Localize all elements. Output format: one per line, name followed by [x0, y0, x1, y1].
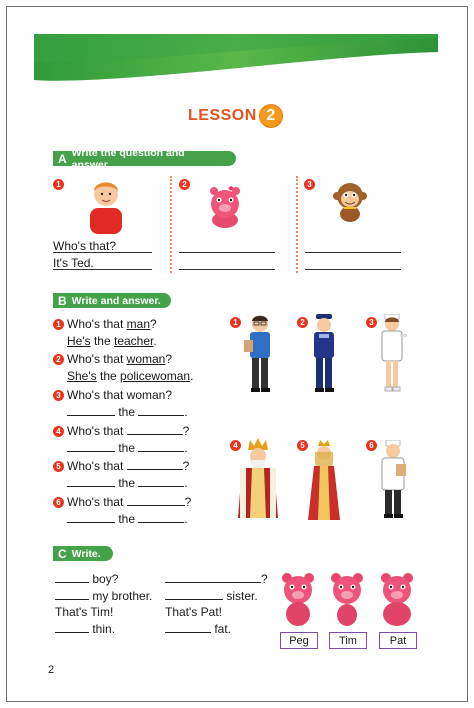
section-c-header [53, 546, 113, 561]
pig-peg-picture [206, 184, 244, 228]
b-item-2-a-suffix: . [190, 369, 194, 383]
c-right-blank-1[interactable] [165, 572, 261, 583]
c-right-row-4[interactable] [165, 622, 231, 636]
b-item-5-blank-q[interactable] [127, 459, 183, 470]
b-item-1-a-suffix: . [153, 334, 157, 348]
pig-pat-small-picture [377, 570, 417, 628]
name-box-pat: Pat [379, 632, 417, 649]
c-left-row-2[interactable] [55, 589, 152, 603]
b-item-1-q-prefix: Who's that [67, 317, 127, 331]
pig-tim-small-picture [327, 570, 367, 628]
c-left-text-2: my brother. [92, 589, 153, 603]
b-item-1-a-subject: He's [67, 334, 91, 348]
b-item-2-a-word: policewoman [120, 369, 191, 383]
section-b-header [53, 293, 171, 308]
b-item-4-question[interactable] [67, 424, 189, 438]
b-item-4-blank-1[interactable] [67, 441, 115, 452]
section-b-title: Write and answer. [71, 294, 161, 307]
header-banner [0, 0, 474, 90]
b-item-4-blank-2[interactable] [138, 441, 184, 452]
b-item-1-q-suffix: ? [150, 317, 157, 331]
a-item-1-answer: It's Ted. [53, 256, 94, 270]
name-box-peg: Peg [280, 632, 318, 649]
a-item-1-question: Who's that? [53, 239, 116, 253]
lesson-word: LESSON [188, 107, 257, 124]
b-item-2-answer [67, 369, 193, 383]
c-right-text-2: sister. [226, 589, 258, 603]
b-item-2-a-mid: the [96, 369, 121, 383]
a-item-2-number: 2 [179, 179, 190, 190]
king-picture [236, 438, 280, 522]
c-left-row-4[interactable] [55, 622, 115, 636]
c-right-row-2[interactable] [165, 589, 258, 603]
c-right-row-1[interactable] [165, 572, 268, 586]
b-item-2-question [67, 352, 172, 366]
a-divider-1 [170, 176, 172, 273]
b-item-5-number: 5 [53, 461, 64, 472]
b-picture-5-number: 5 [297, 440, 308, 451]
a-item-3-line-1[interactable] [305, 252, 401, 253]
c-left-blank-4[interactable] [55, 622, 89, 633]
a-item-1-line-2 [53, 269, 152, 270]
b-picture-1-number: 1 [230, 317, 241, 328]
b-item-1-answer [67, 334, 157, 348]
a-item-3-line-2[interactable] [305, 269, 401, 270]
a-item-1-line-1 [53, 252, 152, 253]
a-item-2-line-2[interactable] [179, 269, 275, 270]
b-item-6-end: . [184, 512, 188, 526]
name-box-tim: Tim [329, 632, 367, 649]
section-b-letter: B [58, 293, 67, 308]
b-item-3-number: 3 [53, 390, 64, 401]
b-item-5-end: . [184, 476, 188, 490]
b-item-6-the: the [118, 512, 136, 526]
c-right-text-4: fat. [214, 622, 232, 636]
c-left-text-4: thin. [92, 622, 116, 636]
b-item-4-answer[interactable] [67, 441, 188, 455]
a-item-3-number: 3 [304, 179, 315, 190]
b-item-6-q-end: ? [184, 495, 192, 509]
c-left-row-1[interactable] [55, 572, 118, 586]
monkey-picture [332, 180, 368, 222]
nurse-picture [376, 314, 408, 392]
doctor-picture [376, 440, 410, 520]
b-item-3-answer[interactable] [67, 405, 188, 419]
b-item-6-question[interactable] [67, 495, 191, 509]
b-item-4-q-text: Who's that [67, 424, 124, 438]
b-item-5-the: the [118, 476, 136, 490]
b-item-5-answer[interactable] [67, 476, 188, 490]
c-left-blank-1[interactable] [55, 572, 89, 583]
b-item-3-the: the [118, 405, 136, 419]
b-item-6-blank-q[interactable] [127, 495, 185, 506]
a-item-1-number: 1 [53, 179, 64, 190]
c-left-blank-2[interactable] [55, 589, 89, 600]
policewoman-picture [307, 314, 341, 394]
c-right-row-3: That's Pat! [165, 605, 222, 619]
b-item-1-a-word: teacher [114, 334, 154, 348]
section-c-letter: C [58, 546, 67, 561]
b-item-3-question: Who's that woman? [67, 388, 173, 402]
b-item-1-number: 1 [53, 319, 64, 330]
b-item-4-number: 4 [53, 426, 64, 437]
a-divider-2 [296, 176, 298, 273]
b-item-2-number: 2 [53, 354, 64, 365]
b-item-4-the: the [118, 441, 136, 455]
b-item-2-q-prefix: Who's that [67, 352, 127, 366]
b-item-5-question[interactable] [67, 459, 189, 473]
b-item-5-blank-1[interactable] [67, 476, 115, 487]
c-right-blank-4[interactable] [165, 622, 211, 633]
c-left-text-1: boy? [92, 572, 119, 586]
b-picture-4-number: 4 [230, 440, 241, 451]
lesson-number: 2 [259, 104, 283, 128]
b-item-4-q-end: ? [182, 424, 190, 438]
b-item-5-q-text: Who's that [67, 459, 124, 473]
b-item-1-question [67, 317, 157, 331]
b-item-3-end: . [184, 405, 188, 419]
boy-ted-picture [84, 176, 128, 234]
b-item-4-blank-q[interactable] [127, 424, 183, 435]
b-item-1-a-mid: the [90, 334, 114, 348]
section-a-title: Write the question and answer. [71, 146, 185, 171]
b-item-3-blank-1[interactable] [67, 405, 115, 416]
b-item-6-blank-1[interactable] [67, 512, 115, 523]
b-item-1-q-word: man [126, 317, 150, 331]
b-item-2-q-suffix: ? [165, 352, 173, 366]
lesson-title [188, 103, 283, 129]
b-item-2-a-subject: She's [67, 369, 97, 383]
b-picture-3-number: 3 [366, 317, 377, 328]
pig-peg-small-picture [278, 570, 318, 628]
section-a-letter: A [58, 151, 67, 166]
b-item-6-q-text: Who's that [67, 495, 124, 509]
c-left-row-3: That's Tim! [55, 605, 114, 619]
b-item-5-blank-2[interactable] [138, 476, 184, 487]
b-item-4-end: . [184, 441, 188, 455]
teacher-picture [242, 314, 278, 394]
section-a-header [53, 146, 236, 171]
b-picture-2-number: 2 [297, 317, 308, 328]
c-right-blank-2[interactable] [165, 589, 223, 600]
queen-picture [304, 438, 344, 522]
section-c-title: Write. [71, 547, 101, 560]
b-picture-6-number: 6 [366, 440, 377, 451]
page-number: 2 [48, 664, 55, 676]
b-item-6-number: 6 [53, 497, 64, 508]
c-right-text-1: ? [261, 572, 268, 586]
b-item-3-blank-2[interactable] [138, 405, 184, 416]
a-item-2-line-1[interactable] [179, 252, 275, 253]
b-item-6-answer[interactable] [67, 512, 188, 526]
b-item-2-q-word: woman [126, 352, 166, 366]
b-item-5-q-end: ? [182, 459, 190, 473]
b-item-6-blank-2[interactable] [138, 512, 184, 523]
